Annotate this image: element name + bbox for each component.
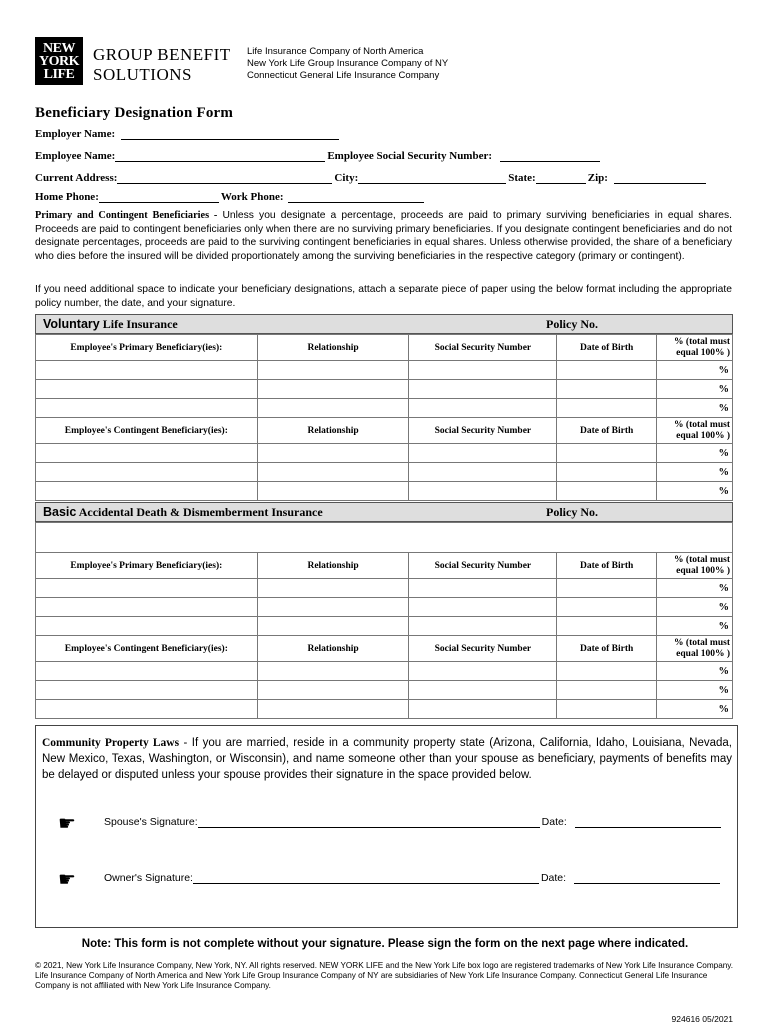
employer-row bbox=[35, 128, 341, 140]
primary-beneficiary-header: Employee's Primary Beneficiary(ies): bbox=[36, 553, 258, 579]
percent-cell[interactable]: % bbox=[657, 361, 733, 380]
employee-ssn-label: Employee Social Security Number: bbox=[327, 150, 493, 162]
logo-text: NEW bbox=[43, 40, 75, 56]
current-address-field[interactable] bbox=[117, 173, 332, 184]
policy-number-cell[interactable] bbox=[36, 523, 733, 553]
relationship-cell[interactable] bbox=[257, 380, 409, 399]
percent-cell[interactable]: % bbox=[657, 662, 733, 681]
name-cell[interactable] bbox=[36, 361, 258, 380]
signature-note: Note: This form is not complete without your signature. Please sign the form on the next page where indicated. bbox=[81, 938, 689, 950]
percent-header bbox=[657, 553, 733, 579]
percent-cell[interactable]: % bbox=[657, 482, 733, 501]
ssn-cell[interactable] bbox=[409, 463, 557, 482]
community-property-box bbox=[35, 725, 738, 928]
owner-date-label: Date: bbox=[540, 872, 567, 884]
name-cell[interactable] bbox=[36, 617, 258, 636]
current-address-label: Current Address: bbox=[35, 172, 118, 184]
percent-header bbox=[657, 335, 733, 361]
employer-name-field[interactable] bbox=[121, 129, 339, 140]
primary-beneficiary-header: Employee's Primary Beneficiary(ies): bbox=[36, 335, 258, 361]
spouse-signature-field[interactable] bbox=[198, 817, 540, 828]
ssn-header: Social Security Number bbox=[409, 636, 557, 662]
spouse-signature-row bbox=[104, 816, 723, 828]
work-phone-label: Work Phone: bbox=[220, 191, 284, 203]
table-row[interactable] bbox=[36, 444, 733, 463]
voluntary-beneficiary-table bbox=[35, 334, 733, 501]
pointing-hand-icon: ☛ bbox=[58, 869, 76, 891]
percent-header-line: % (total must bbox=[674, 419, 730, 430]
table-row[interactable] bbox=[36, 380, 733, 399]
basic-lead: Basic bbox=[43, 504, 77, 519]
voluntary-policy-label: Policy No. bbox=[546, 316, 598, 331]
ssn-cell[interactable] bbox=[409, 681, 557, 700]
brand-name bbox=[93, 45, 231, 85]
state-field[interactable] bbox=[536, 173, 586, 184]
relationship-header: Relationship bbox=[257, 335, 409, 361]
company-logo bbox=[35, 37, 83, 85]
state-label: State: bbox=[508, 172, 536, 184]
percent-cell[interactable]: % bbox=[657, 700, 733, 719]
home-phone-field[interactable] bbox=[99, 192, 219, 203]
zip-label: Zip: bbox=[587, 172, 608, 184]
address-row bbox=[35, 172, 708, 184]
relationship-cell[interactable] bbox=[257, 444, 409, 463]
relationship-cell[interactable] bbox=[257, 361, 409, 380]
owner-signature-row bbox=[104, 872, 722, 884]
dob-cell[interactable] bbox=[557, 700, 657, 719]
company-list bbox=[247, 46, 448, 82]
percent-header-line: % (total must bbox=[674, 637, 730, 648]
table-row[interactable] bbox=[36, 482, 733, 501]
ssn-cell[interactable] bbox=[409, 399, 557, 418]
table-row[interactable] bbox=[36, 681, 733, 700]
table-row[interactable] bbox=[36, 463, 733, 482]
table-row[interactable] bbox=[36, 361, 733, 380]
community-property-heading: Community Property Laws bbox=[42, 737, 180, 749]
owner-signature-label: Owner's Signature: bbox=[104, 872, 193, 884]
voluntary-lead: Voluntary bbox=[43, 316, 100, 331]
ssn-header: Social Security Number bbox=[409, 553, 557, 579]
ssn-header: Social Security Number bbox=[409, 418, 557, 444]
percent-cell[interactable]: % bbox=[657, 444, 733, 463]
employer-name-label: Employer Name: bbox=[35, 128, 116, 140]
table-header-row bbox=[36, 553, 733, 579]
relationship-cell[interactable] bbox=[257, 700, 409, 719]
company-name: Connecticut General Life Insurance Company bbox=[247, 70, 440, 81]
dob-cell[interactable] bbox=[557, 361, 657, 380]
relationship-cell[interactable] bbox=[257, 617, 409, 636]
dob-header: Date of Birth bbox=[557, 553, 657, 579]
dob-header: Date of Birth bbox=[557, 636, 657, 662]
dob-cell[interactable] bbox=[557, 482, 657, 501]
percent-header bbox=[657, 418, 733, 444]
ssn-cell[interactable] bbox=[409, 361, 557, 380]
spouse-date-field[interactable] bbox=[575, 817, 721, 828]
percent-cell[interactable]: % bbox=[657, 399, 733, 418]
pointing-hand-icon: ☛ bbox=[58, 813, 76, 835]
brand-line: GROUP BENEFIT bbox=[93, 45, 231, 64]
percent-header-line: equal 100% ) bbox=[676, 565, 730, 576]
relationship-cell[interactable] bbox=[257, 399, 409, 418]
ssn-cell[interactable] bbox=[409, 617, 557, 636]
spouse-signature-label: Spouse's Signature: bbox=[104, 816, 198, 828]
contingent-beneficiary-header: Employee's Contingent Beneficiary(ies): bbox=[36, 636, 258, 662]
zip-field[interactable] bbox=[614, 173, 706, 184]
name-cell[interactable] bbox=[36, 681, 258, 700]
percent-header-line: % (total must bbox=[674, 336, 730, 347]
voluntary-life-title bbox=[43, 317, 178, 332]
logo-text: YORK bbox=[39, 53, 79, 69]
home-phone-label: Home Phone: bbox=[35, 191, 99, 203]
relationship-cell[interactable] bbox=[257, 579, 409, 598]
table-row[interactable] bbox=[36, 399, 733, 418]
percent-header bbox=[657, 636, 733, 662]
percent-cell[interactable]: % bbox=[657, 681, 733, 700]
beneficiaries-text: Unless you designate a percentage, proceeds are paid to primary surviving beneficiaries in equal shares. Proceeds are paid to contingent beneficiaries only when there are no surviving primary beneficiaries. If you designate contingent beneficiaries and do not designate percentages, proceeds are paid to the surviving contingent beneficiaries in equal shares. Unless otherwise provided, the share of a beneficiary who dies before the insured will be divided proportionately among the surviving beneficiaries in the respective category (primary or contingent). bbox=[35, 210, 732, 262]
ssn-cell[interactable] bbox=[409, 598, 557, 617]
logo-text: LIFE bbox=[43, 66, 75, 82]
table-header-row bbox=[36, 418, 733, 444]
employee-name-field[interactable] bbox=[115, 151, 325, 162]
ssn-cell[interactable] bbox=[409, 380, 557, 399]
beneficiaries-heading: Primary and Contingent Beneficiaries - bbox=[35, 210, 218, 221]
percent-cell[interactable]: % bbox=[657, 579, 733, 598]
dob-cell[interactable] bbox=[557, 681, 657, 700]
percent-header-line: equal 100% ) bbox=[676, 648, 730, 659]
beneficiaries-explanation bbox=[35, 209, 732, 263]
table-row[interactable] bbox=[36, 579, 733, 598]
company-name: Life Insurance Company of North America bbox=[247, 46, 424, 57]
spouse-date-label: Date: bbox=[541, 816, 567, 828]
company-name: New York Life Group Insurance Company of NY bbox=[247, 58, 449, 69]
name-cell[interactable] bbox=[36, 700, 258, 719]
name-cell[interactable] bbox=[36, 662, 258, 681]
dob-cell[interactable] bbox=[557, 598, 657, 617]
form-title: Beneficiary Designation Form bbox=[35, 105, 234, 121]
name-cell[interactable] bbox=[36, 444, 258, 463]
form-number: 924616 05/2021 bbox=[671, 1014, 733, 1024]
policy-number-row[interactable] bbox=[36, 523, 733, 553]
voluntary-rest: Life Insurance bbox=[99, 316, 178, 331]
work-phone-field[interactable] bbox=[288, 192, 424, 203]
basic-rest: Accidental Death & Dismemberment Insurance bbox=[76, 504, 323, 519]
relationship-header: Relationship bbox=[257, 418, 409, 444]
owner-date-field[interactable] bbox=[574, 873, 720, 884]
table-row[interactable] bbox=[36, 662, 733, 681]
percent-header-line: equal 100% ) bbox=[676, 430, 730, 441]
ssn-cell[interactable] bbox=[409, 700, 557, 719]
relationship-cell[interactable] bbox=[257, 463, 409, 482]
relationship-cell[interactable] bbox=[257, 681, 409, 700]
table-row[interactable] bbox=[36, 700, 733, 719]
percent-cell[interactable]: % bbox=[657, 463, 733, 482]
city-field[interactable] bbox=[358, 173, 506, 184]
dob-cell[interactable] bbox=[557, 579, 657, 598]
dob-header: Date of Birth bbox=[557, 335, 657, 361]
name-cell[interactable] bbox=[36, 380, 258, 399]
dob-cell[interactable] bbox=[557, 444, 657, 463]
employee-ssn-field[interactable] bbox=[500, 151, 600, 162]
ssn-header: Social Security Number bbox=[409, 335, 557, 361]
ssn-cell[interactable] bbox=[409, 444, 557, 463]
basic-policy-label: Policy No. bbox=[546, 504, 598, 519]
brand-line: SOLUTIONS bbox=[93, 65, 192, 84]
employee-row bbox=[35, 150, 602, 162]
percent-cell[interactable]: % bbox=[657, 617, 733, 636]
table-header-row bbox=[36, 636, 733, 662]
employee-name-label: Employee Name: bbox=[35, 150, 116, 162]
percent-header-line: equal 100% ) bbox=[676, 347, 730, 358]
name-cell[interactable] bbox=[36, 399, 258, 418]
legal-disclaimer: © 2021, New York Life Insurance Company, New York, NY. All rights reserved. NEW YORK LIFE and the New York Life box logo are registered trademarks of New York Life Insurance Company. Life Insurance Company of North America and New York Life Group Insurance Company of NY are subsidiaries of New York Life Insurance Company. Connecticut General Life Insurance Company is not affiliated with New York Life Insurance Company. bbox=[35, 961, 734, 990]
dob-cell[interactable] bbox=[557, 463, 657, 482]
phone-row bbox=[35, 191, 426, 203]
percent-cell[interactable]: % bbox=[657, 380, 733, 399]
owner-signature-field[interactable] bbox=[193, 873, 539, 884]
name-cell[interactable] bbox=[36, 463, 258, 482]
relationship-cell[interactable] bbox=[257, 598, 409, 617]
name-cell[interactable] bbox=[36, 598, 258, 617]
ssn-cell[interactable] bbox=[409, 662, 557, 681]
name-cell[interactable] bbox=[36, 579, 258, 598]
dob-header: Date of Birth bbox=[557, 418, 657, 444]
ssn-cell[interactable] bbox=[409, 579, 557, 598]
table-header-row bbox=[36, 335, 733, 361]
percent-header-line: % (total must bbox=[674, 554, 730, 565]
dob-cell[interactable] bbox=[557, 399, 657, 418]
relationship-cell[interactable] bbox=[257, 662, 409, 681]
dob-cell[interactable] bbox=[557, 380, 657, 399]
table-row[interactable] bbox=[36, 598, 733, 617]
ssn-cell[interactable] bbox=[409, 482, 557, 501]
voluntary-life-header bbox=[35, 314, 733, 334]
community-property-body: - If you are married, reside in a community property state (Arizona, California, Idaho, Louisiana, Nevada, New Mexico, Texas, Washington, or Wisconsin), and name someone other than your spouse as beneficiary, payments of benefits may be delayed or disputed unless your spouse provides their signature in the space provided below. bbox=[42, 737, 732, 781]
table-row[interactable] bbox=[36, 617, 733, 636]
dob-cell[interactable] bbox=[557, 617, 657, 636]
contingent-beneficiary-header: Employee's Contingent Beneficiary(ies): bbox=[36, 418, 258, 444]
name-cell[interactable] bbox=[36, 482, 258, 501]
dob-cell[interactable] bbox=[557, 662, 657, 681]
basic-add-header bbox=[35, 502, 733, 522]
city-label: City: bbox=[334, 172, 359, 184]
basic-add-beneficiary-table bbox=[35, 522, 733, 719]
relationship-header: Relationship bbox=[257, 636, 409, 662]
basic-add-title bbox=[43, 505, 323, 520]
additional-space-note: If you need additional space to indicate your beneficiary designations, attach a separate piece of paper using the below format including the appropriate policy number, the date, and your signature. bbox=[35, 284, 732, 309]
relationship-header: Relationship bbox=[257, 553, 409, 579]
community-property-text bbox=[42, 735, 732, 783]
relationship-cell[interactable] bbox=[257, 482, 409, 501]
percent-cell[interactable]: % bbox=[657, 598, 733, 617]
